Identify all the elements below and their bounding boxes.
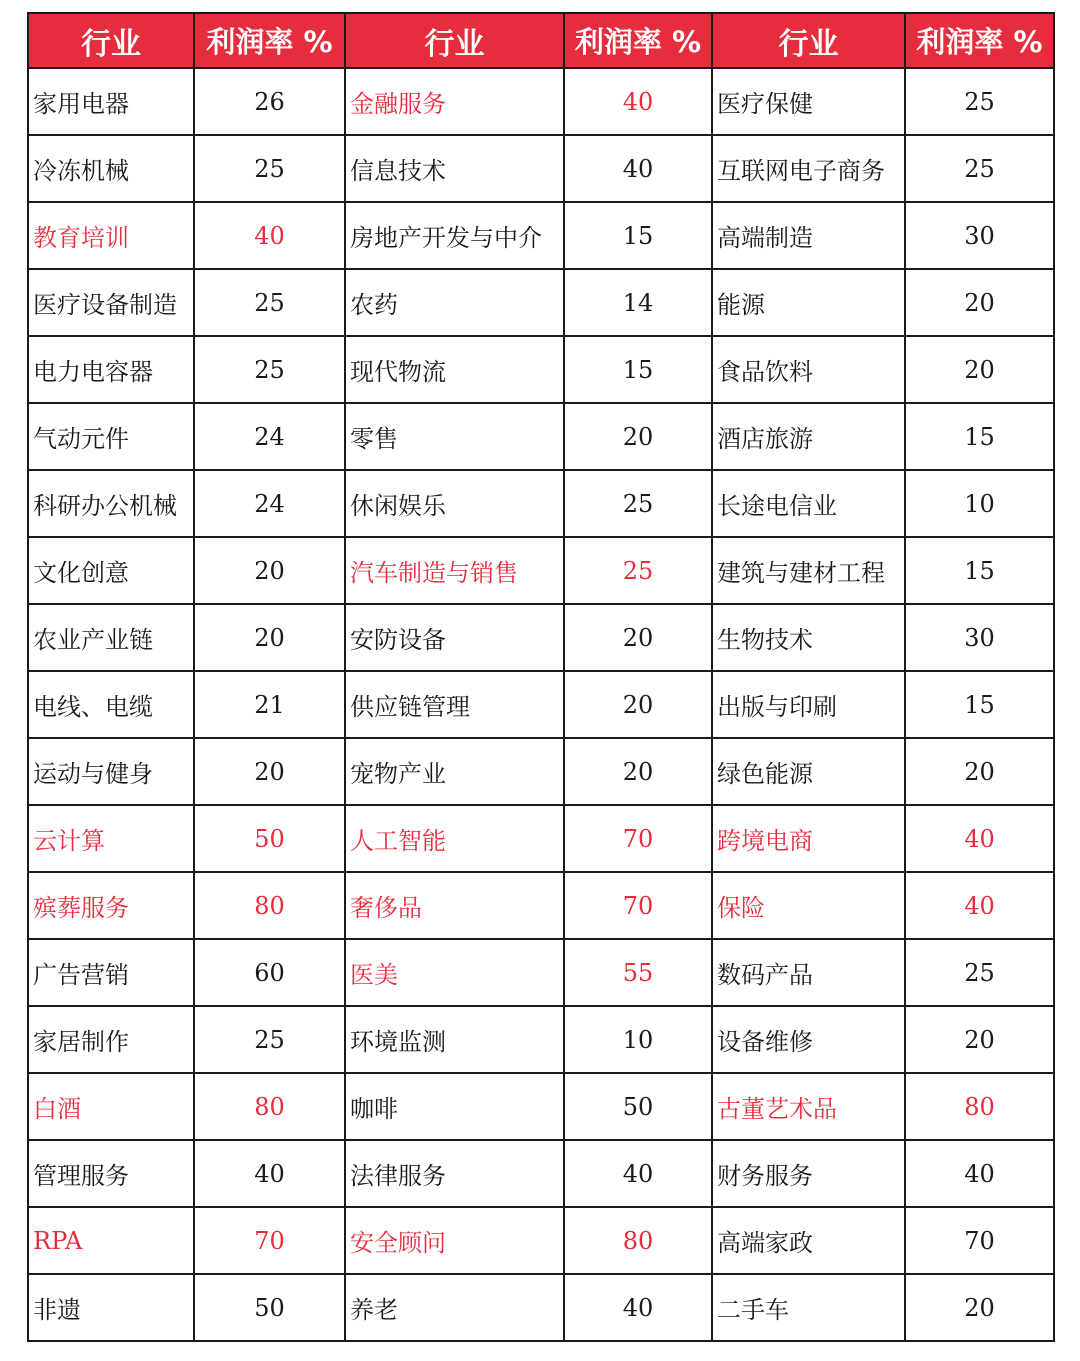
profit-table-wrapper: [27, 12, 1053, 1342]
industry-name-cell: 奢侈品: [345, 872, 564, 939]
industry-name-cell: 生物技术: [712, 604, 905, 671]
industry-name-cell: RPA: [28, 1207, 194, 1274]
profit-rate-cell: 20: [194, 604, 345, 671]
profit-rate-cell: 70: [905, 1207, 1054, 1274]
industry-name-cell: 电线、电缆: [28, 671, 194, 738]
profit-rate-cell: 70: [564, 805, 712, 872]
industry-name-cell: 食品饮料: [712, 336, 905, 403]
profit-rate-cell: 25: [194, 1006, 345, 1073]
industry-name-cell: 环境监测: [345, 1006, 564, 1073]
profit-rate-cell: 30: [905, 604, 1054, 671]
industry-name-cell: 人工智能: [345, 805, 564, 872]
industry-name-cell: 建筑与建材工程: [712, 537, 905, 604]
industry-name-cell: 财务服务: [712, 1140, 905, 1207]
profit-rate-cell: 20: [905, 336, 1054, 403]
profit-rate-cell: 25: [905, 939, 1054, 1006]
profit-rate-cell: 20: [564, 738, 712, 805]
profit-rate-cell: 15: [905, 537, 1054, 604]
table-header: [28, 13, 1054, 68]
profit-rate-cell: 20: [194, 537, 345, 604]
profit-rate-cell: 80: [194, 872, 345, 939]
profit-rate-cell: 25: [905, 68, 1054, 135]
industry-name-cell: 高端制造: [712, 202, 905, 269]
table-row: [28, 336, 1054, 403]
industry-name-cell: 信息技术: [345, 135, 564, 202]
header-rate-2: 利润率 %: [564, 13, 712, 68]
industry-name-cell: 安全顾问: [345, 1207, 564, 1274]
profit-rate-cell: 40: [905, 872, 1054, 939]
header-rate-3: 利润率 %: [905, 13, 1054, 68]
profit-rate-cell: 40: [564, 135, 712, 202]
industry-name-cell: 广告营销: [28, 939, 194, 1006]
table-row: [28, 939, 1054, 1006]
industry-name-cell: 互联网电子商务: [712, 135, 905, 202]
header-row: [28, 13, 1054, 68]
profit-rate-cell: 40: [564, 1274, 712, 1341]
table-row: [28, 1006, 1054, 1073]
table-row: [28, 1140, 1054, 1207]
industry-name-cell: 电力电容器: [28, 336, 194, 403]
industry-name-cell: 家用电器: [28, 68, 194, 135]
industry-name-cell: 农药: [345, 269, 564, 336]
profit-rate-cell: 50: [194, 805, 345, 872]
profit-rate-cell: 60: [194, 939, 345, 1006]
industry-name-cell: 医疗设备制造: [28, 269, 194, 336]
industry-name-cell: 现代物流: [345, 336, 564, 403]
profit-rate-cell: 40: [905, 1140, 1054, 1207]
industry-name-cell: 房地产开发与中介: [345, 202, 564, 269]
table-row: [28, 135, 1054, 202]
industry-name-cell: 设备维修: [712, 1006, 905, 1073]
industry-name-cell: 殡葬服务: [28, 872, 194, 939]
industry-name-cell: 高端家政: [712, 1207, 905, 1274]
industry-name-cell: 安防设备: [345, 604, 564, 671]
profit-rate-cell: 20: [905, 738, 1054, 805]
industry-name-cell: 金融服务: [345, 68, 564, 135]
table-row: [28, 537, 1054, 604]
profit-rate-cell: 10: [564, 1006, 712, 1073]
profit-rate-cell: 15: [905, 671, 1054, 738]
profit-rate-cell: 20: [194, 738, 345, 805]
profit-rate-cell: 20: [905, 269, 1054, 336]
profit-rate-cell: 25: [564, 470, 712, 537]
table-row: [28, 470, 1054, 537]
industry-name-cell: 绿色能源: [712, 738, 905, 805]
table-row: [28, 1207, 1054, 1274]
industry-name-cell: 保险: [712, 872, 905, 939]
industry-name-cell: 气动元件: [28, 403, 194, 470]
header-industry-1: 行业: [28, 13, 194, 68]
industry-profit-table: [27, 12, 1055, 1342]
profit-rate-cell: 50: [194, 1274, 345, 1341]
industry-name-cell: 家居制作: [28, 1006, 194, 1073]
industry-name-cell: 咖啡: [345, 1073, 564, 1140]
industry-name-cell: 冷冻机械: [28, 135, 194, 202]
profit-rate-cell: 21: [194, 671, 345, 738]
industry-name-cell: 运动与健身: [28, 738, 194, 805]
industry-name-cell: 法律服务: [345, 1140, 564, 1207]
profit-rate-cell: 24: [194, 403, 345, 470]
profit-rate-cell: 25: [194, 269, 345, 336]
industry-name-cell: 医疗保健: [712, 68, 905, 135]
industry-name-cell: 能源: [712, 269, 905, 336]
header-industry-3: 行业: [712, 13, 905, 68]
industry-name-cell: 出版与印刷: [712, 671, 905, 738]
profit-rate-cell: 20: [564, 671, 712, 738]
industry-name-cell: 农业产业链: [28, 604, 194, 671]
table-row: [28, 202, 1054, 269]
industry-name-cell: 文化创意: [28, 537, 194, 604]
industry-name-cell: 养老: [345, 1274, 564, 1341]
industry-name-cell: 休闲娱乐: [345, 470, 564, 537]
profit-rate-cell: 20: [905, 1006, 1054, 1073]
table-row: [28, 805, 1054, 872]
profit-rate-cell: 24: [194, 470, 345, 537]
profit-rate-cell: 15: [564, 202, 712, 269]
industry-name-cell: 酒店旅游: [712, 403, 905, 470]
industry-name-cell: 非遗: [28, 1274, 194, 1341]
table-row: [28, 1274, 1054, 1341]
profit-rate-cell: 80: [564, 1207, 712, 1274]
industry-name-cell: 零售: [345, 403, 564, 470]
profit-rate-cell: 30: [905, 202, 1054, 269]
industry-name-cell: 汽车制造与销售: [345, 537, 564, 604]
table-row: [28, 269, 1054, 336]
industry-name-cell: 医美: [345, 939, 564, 1006]
table-row: [28, 738, 1054, 805]
industry-name-cell: 宠物产业: [345, 738, 564, 805]
profit-rate-cell: 20: [564, 403, 712, 470]
profit-rate-cell: 40: [905, 805, 1054, 872]
profit-rate-cell: 80: [194, 1073, 345, 1140]
profit-rate-cell: 50: [564, 1073, 712, 1140]
profit-rate-cell: 80: [905, 1073, 1054, 1140]
profit-rate-cell: 15: [564, 336, 712, 403]
table-row: [28, 872, 1054, 939]
table-row: [28, 403, 1054, 470]
profit-rate-cell: 70: [564, 872, 712, 939]
profit-rate-cell: 40: [564, 68, 712, 135]
profit-rate-cell: 40: [194, 202, 345, 269]
table-row: [28, 604, 1054, 671]
profit-rate-cell: 15: [905, 403, 1054, 470]
table-row: [28, 1073, 1054, 1140]
table-row: [28, 671, 1054, 738]
profit-rate-cell: 10: [905, 470, 1054, 537]
profit-rate-cell: 40: [194, 1140, 345, 1207]
industry-name-cell: 古董艺术品: [712, 1073, 905, 1140]
header-rate-1: 利润率 %: [194, 13, 345, 68]
header-industry-2: 行业: [345, 13, 564, 68]
profit-rate-cell: 25: [905, 135, 1054, 202]
industry-name-cell: 供应链管理: [345, 671, 564, 738]
profit-rate-cell: 25: [194, 135, 345, 202]
industry-name-cell: 跨境电商: [712, 805, 905, 872]
industry-name-cell: 二手车: [712, 1274, 905, 1341]
industry-name-cell: 科研办公机械: [28, 470, 194, 537]
profit-rate-cell: 14: [564, 269, 712, 336]
profit-rate-cell: 25: [194, 336, 345, 403]
profit-rate-cell: 26: [194, 68, 345, 135]
industry-name-cell: 白酒: [28, 1073, 194, 1140]
industry-name-cell: 云计算: [28, 805, 194, 872]
industry-name-cell: 长途电信业: [712, 470, 905, 537]
table-row: [28, 68, 1054, 135]
industry-name-cell: 管理服务: [28, 1140, 194, 1207]
industry-name-cell: 教育培训: [28, 202, 194, 269]
industry-name-cell: 数码产品: [712, 939, 905, 1006]
profit-rate-cell: 70: [194, 1207, 345, 1274]
profit-rate-cell: 20: [905, 1274, 1054, 1341]
profit-rate-cell: 40: [564, 1140, 712, 1207]
table-body: [28, 68, 1054, 1341]
profit-rate-cell: 20: [564, 604, 712, 671]
profit-rate-cell: 25: [564, 537, 712, 604]
profit-rate-cell: 55: [564, 939, 712, 1006]
